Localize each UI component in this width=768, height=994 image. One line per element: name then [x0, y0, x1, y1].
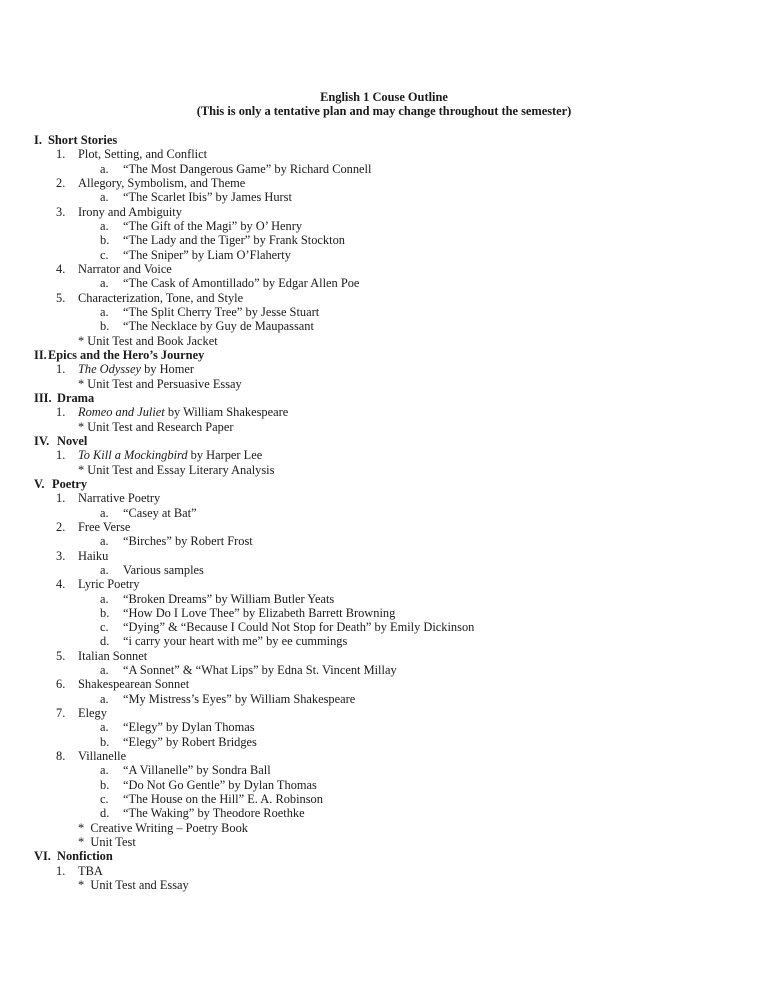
- unit-assessment-text: * Unit Test and Research Paper: [78, 419, 234, 434]
- unit-assessment-text: * Unit Test and Book Jacket: [78, 333, 218, 348]
- subitem-text: “Birches” by Robert Frost: [123, 534, 253, 549]
- section-heading: [0, 348, 768, 362]
- subitem-letter: a.: [100, 276, 109, 291]
- outline-item: [0, 549, 768, 563]
- section-heading: [0, 391, 768, 405]
- outline-subitem: [0, 606, 768, 620]
- outline-subitem: [0, 319, 768, 333]
- outline-item: [0, 520, 768, 534]
- outline-item: [0, 491, 768, 505]
- item-number: 1.: [56, 362, 66, 377]
- outline-subitem: [0, 735, 768, 749]
- subitem-text: “i carry your heart with me” by ee cummings: [123, 634, 348, 649]
- work-author: by William Shakespeare: [164, 405, 289, 420]
- outline-item: [0, 262, 768, 276]
- subitem-text: Various samples: [123, 562, 204, 577]
- item-text: Plot, Setting, and Conflict: [78, 147, 208, 162]
- item-number: 1.: [56, 405, 66, 420]
- item-number: 3.: [56, 204, 66, 219]
- outline-subitem: [0, 663, 768, 677]
- subitem-letter: c.: [100, 247, 109, 262]
- item-text: [78, 405, 288, 419]
- item-text: [78, 362, 194, 376]
- subitem-letter: b.: [100, 605, 110, 620]
- item-text: Elegy: [78, 706, 107, 721]
- subitem-text: “The Lady and the Tiger” by Frank Stockton: [123, 233, 345, 248]
- unit-assessment-text: * Unit Test: [78, 835, 136, 850]
- subitem-text: “The Waking” by Theodore Roethke: [123, 806, 305, 821]
- outline-subitem: [0, 190, 768, 204]
- outline-subitem: [0, 620, 768, 634]
- subitem-letter: b.: [100, 233, 110, 248]
- unit-note: [0, 821, 768, 835]
- section-numeral: III.: [34, 390, 52, 405]
- item-number: 8.: [56, 749, 66, 764]
- subitem-text: “The Gift of the Magi” by O’ Henry: [123, 218, 303, 233]
- work-author: by Homer: [140, 362, 194, 377]
- item-number: 2.: [56, 175, 66, 190]
- item-number: 7.: [56, 706, 66, 721]
- item-number: 4.: [56, 261, 66, 276]
- subitem-letter: a.: [100, 763, 109, 778]
- unit-assessment-text: * Creative Writing – Poetry Book: [78, 820, 248, 835]
- subitem-letter: b.: [100, 734, 110, 749]
- outline-item: [0, 649, 768, 663]
- outline-item: [0, 405, 768, 419]
- subitem-text: “The Scarlet Ibis” by James Hurst: [123, 190, 292, 205]
- subitem-letter: a.: [100, 691, 109, 706]
- outline-subitem: [0, 305, 768, 319]
- item-number: 5.: [56, 648, 66, 663]
- subitem-text: “Elegy” by Robert Bridges: [123, 734, 257, 749]
- course-outline: [0, 133, 768, 892]
- subitem-text: “The Sniper” by Liam O’Flaherty: [123, 247, 291, 262]
- outline-item: [0, 205, 768, 219]
- outline-subitem: [0, 276, 768, 290]
- item-number: 4.: [56, 577, 66, 592]
- outline-item: [0, 362, 768, 376]
- item-text: Irony and Ambiguity: [78, 204, 182, 219]
- item-text: Narrator and Voice: [78, 261, 172, 276]
- subitem-letter: b.: [100, 319, 110, 334]
- subitem-text: “The House on the Hill” E. A. Robinson: [123, 792, 323, 807]
- outline-subitem: [0, 563, 768, 577]
- outline-subitem: [0, 763, 768, 777]
- outline-item: [0, 147, 768, 161]
- section-title: Drama: [57, 390, 95, 405]
- subitem-letter: a.: [100, 218, 109, 233]
- subitem-text: “Do Not Go Gentle” by Dylan Thomas: [123, 777, 317, 792]
- subitem-letter: a.: [100, 161, 109, 176]
- item-text: Shakespearean Sonnet: [78, 677, 190, 692]
- subitem-letter: a.: [100, 720, 109, 735]
- outline-item: [0, 577, 768, 591]
- outline-subitem: [0, 592, 768, 606]
- outline-subitem: [0, 634, 768, 648]
- section-heading: [0, 849, 768, 863]
- section-title: Poetry: [52, 476, 88, 491]
- outline-subitem: [0, 506, 768, 520]
- subitem-letter: a.: [100, 562, 109, 577]
- subitem-text: “The Necklace by Guy de Maupassant: [123, 319, 314, 334]
- subitem-text: “The Split Cherry Tree” by Jesse Stuart: [123, 304, 320, 319]
- item-text: Narrative Poetry: [78, 491, 161, 506]
- section-title: Nonfiction: [57, 849, 113, 864]
- subitem-text: “Dying” & “Because I Could Not Stop for Death” by Emily Dickinson: [123, 620, 475, 635]
- unit-note: [0, 420, 768, 434]
- outline-item: [0, 677, 768, 691]
- section-heading: [0, 133, 768, 147]
- subitem-letter: a.: [100, 304, 109, 319]
- unit-assessment-text: * Unit Test and Essay: [78, 878, 189, 893]
- section-numeral: VI.: [34, 849, 51, 864]
- section-title: Epics and the Hero’s Journey: [48, 347, 205, 362]
- subitem-text: “The Cask of Amontillado” by Edgar Allen Poe: [123, 276, 360, 291]
- subitem-letter: a.: [100, 190, 109, 205]
- section-numeral: II.: [34, 347, 47, 362]
- document-header: [0, 90, 768, 119]
- work-title: Romeo and Juliet: [78, 405, 165, 420]
- outline-subitem: [0, 162, 768, 176]
- subitem-text: “How Do I Love Thee” by Elizabeth Barrett Browning: [123, 605, 396, 620]
- document-title: English 1 Couse Outline: [320, 90, 448, 104]
- outline-subitem: [0, 778, 768, 792]
- item-text: TBA: [78, 863, 103, 878]
- subitem-letter: c.: [100, 792, 109, 807]
- item-text: Allegory, Symbolism, and Theme: [78, 175, 246, 190]
- subitem-text: “A Sonnet” & “What Lips” by Edna St. Vincent Millay: [123, 663, 397, 678]
- outline-subitem: [0, 219, 768, 233]
- work-title: To Kill a Mockingbird: [78, 448, 188, 463]
- outline-item: [0, 448, 768, 462]
- item-number: 1.: [56, 491, 66, 506]
- section-numeral: V.: [34, 476, 45, 491]
- subitem-text: “Casey at Bat”: [123, 505, 197, 520]
- outline-subitem: [0, 534, 768, 548]
- section-heading: [0, 477, 768, 491]
- unit-note: [0, 835, 768, 849]
- item-text: Lyric Poetry: [78, 577, 140, 592]
- subitem-letter: a.: [100, 591, 109, 606]
- item-number: 1.: [56, 147, 66, 162]
- subitem-text: “Elegy” by Dylan Thomas: [123, 720, 255, 735]
- work-author: by Harper Lee: [187, 448, 263, 463]
- outline-subitem: [0, 233, 768, 247]
- subitem-letter: a.: [100, 663, 109, 678]
- section-heading: [0, 434, 768, 448]
- subitem-letter: b.: [100, 777, 110, 792]
- subitem-letter: d.: [100, 806, 110, 821]
- outline-subitem: [0, 692, 768, 706]
- subitem-letter: d.: [100, 634, 110, 649]
- outline-subitem: [0, 806, 768, 820]
- subitem-letter: a.: [100, 534, 109, 549]
- unit-note: [0, 334, 768, 348]
- item-text: Free Verse: [78, 519, 131, 534]
- section-numeral: I.: [34, 133, 42, 147]
- subitem-text: “A Villanelle” by Sondra Ball: [123, 763, 271, 778]
- section-title: Short Stories: [48, 133, 118, 147]
- outline-subitem: [0, 792, 768, 806]
- unit-note: [0, 878, 768, 892]
- outline-item: [0, 749, 768, 763]
- document-subtitle: (This is only a tentative plan and may change throughout the semester): [196, 104, 572, 119]
- subitem-text: “The Most Dangerous Game” by Richard Connell: [123, 161, 372, 176]
- outline-item: [0, 706, 768, 720]
- subitem-letter: a.: [100, 505, 109, 520]
- subitem-text: “Broken Dreams” by William Butler Yeats: [123, 591, 335, 606]
- unit-note: [0, 463, 768, 477]
- outline-item: [0, 864, 768, 878]
- subitem-text: “My Mistress’s Eyes” by William Shakespeare: [123, 691, 356, 706]
- item-number: 2.: [56, 519, 66, 534]
- item-text: Characterization, Tone, and Style: [78, 290, 244, 305]
- item-text: Haiku: [78, 548, 109, 563]
- subitem-letter: c.: [100, 620, 109, 635]
- outline-subitem: [0, 720, 768, 734]
- item-number: 1.: [56, 863, 66, 878]
- outline-subitem: [0, 248, 768, 262]
- unit-note: [0, 377, 768, 391]
- unit-assessment-text: * Unit Test and Persuasive Essay: [78, 376, 242, 391]
- item-number: 6.: [56, 677, 66, 692]
- item-text: [78, 448, 262, 462]
- item-number: 3.: [56, 548, 66, 563]
- item-text: Villanelle: [78, 749, 127, 764]
- item-number: 5.: [56, 290, 66, 305]
- item-number: 1.: [56, 448, 66, 463]
- outline-item: [0, 176, 768, 190]
- unit-assessment-text: * Unit Test and Essay Literary Analysis: [78, 462, 275, 477]
- section-numeral: IV.: [34, 433, 50, 448]
- item-text: Italian Sonnet: [78, 648, 148, 663]
- work-title: The Odyssey: [78, 362, 141, 377]
- outline-item: [0, 291, 768, 305]
- section-title: Novel: [57, 433, 88, 448]
